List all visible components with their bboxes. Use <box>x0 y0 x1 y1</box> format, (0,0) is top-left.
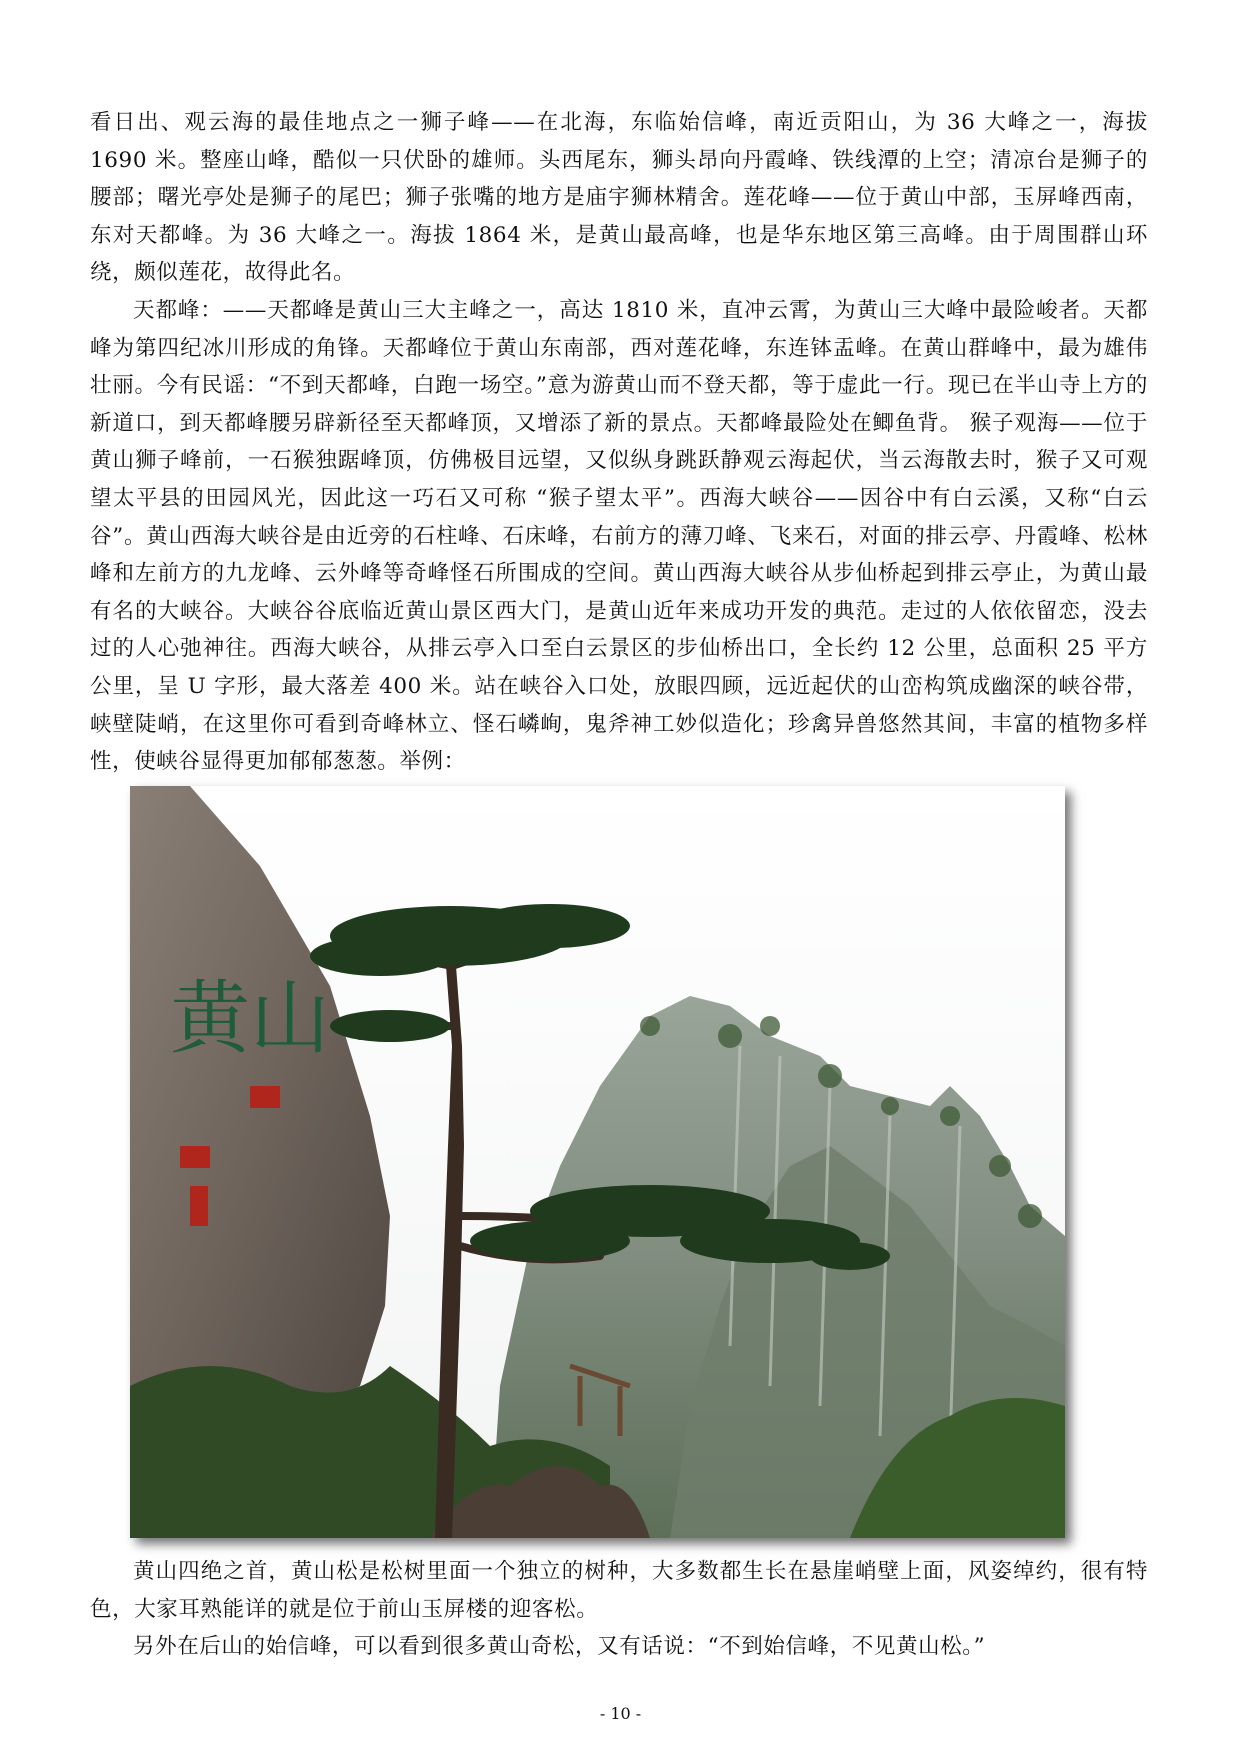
body-text <box>90 104 1148 818</box>
rock-inscription: 黄山 <box>170 972 330 1065</box>
paragraph-huangshan-pine: 黄山四绝之首，黄山松是松树里面一个独立的树种，大多数都生长在悬崖峭壁上面，风姿绰约，很有特色，大家耳熟能详的就是位于前山玉屏楼的迎客松。 <box>90 1559 1148 1622</box>
paragraph-lion-peak: 看日出、观云海的最佳地点之一狮子峰——在北海，东临始信峰，南近贡阳山，为 36 大峰之一，海拔 1690 米。整座山峰，酷似一只伏卧的雄师。头西尾东，狮头昂向丹霞峰、铁线潭的上空；清凉台是狮子的腰部；曙光亭处是狮子的尾巴；狮子张嘴的地方是庙宇狮林精舍。莲花峰——位于黄山中部，玉屏峰西南，东对天都峰。为 36 大峰之一。海拔 1864 米，是黄山最高峰，也是华东地区第三高峰。由于周围群山环绕，颇似莲花，故得此名。 <box>90 110 1148 286</box>
paragraph-shixin-peak: 另外在后山的始信峰，可以看到很多黄山奇松，又有话说：“不到始信峰，不见黄山松。” <box>133 1634 986 1660</box>
page-number: - 10 - <box>599 1704 642 1723</box>
body-text-after-photo <box>90 1553 1148 1666</box>
pine-tree-photo <box>130 786 1065 1538</box>
paragraph-tiandu-peak: 天都峰：——天都峰是黄山三大主峰之一，高达 1810 米，直冲云霄，为黄山三大峰中最险峻者。天都峰为第四纪冰川形成的角锋。天都峰位于黄山东南部，西对莲花峰，东连钵盂峰。在黄山群峰中，最为雄伟壮丽。今有民谣：“不到天都峰，白跑一场空。”意为游黄山而不登天都，等于虚此一行。现已在半山寺上方的新道口，到天都峰腰另辟新径至天都峰顶，又增添了新的景点。天都峰最险处在鲫鱼背。 猴子观海——位于黄山狮子峰前，一石猴独踞峰顶，仿佛极目远望，又似纵身跳跃静观云海起伏，当云海散去时，猴子又可观望太平县的田园风光，因此这一巧石又可称 “猴子望太平”。西海大峡谷——因谷中有白云溪，又称“白云谷”。黄山西海大峡谷是由近旁的石柱峰、石床峰，右前方的薄刀峰、飞来石，对面的排云亭、丹霞峰、松林峰和左前方的九龙峰、云外峰等奇峰怪石所围成的空间。黄山西海大峡谷从步仙桥起到排云亭止，为黄山最有名的大峡谷。大峡谷谷底临近黄山景区西大门，是黄山近年来成功开发的典范。走过的人依依留恋，没去过的人心弛神往。西海大峡谷，从排云亭入口至白云景区的步仙桥出口，全长约 12 公里，总面积 25 平方公里，呈 U 字形，最大落差 400 米。站在峡谷入口处，放眼四顾，远近起伏的山峦构筑成幽深的峡谷带，峡壁陡峭，在这里你可看到奇峰林立、怪石嶙峋，鬼斧神工妙似造化；珍禽异兽悠然其间，丰富的植物多样性，使峡谷显得更加郁郁葱葱。举例： <box>90 297 1148 775</box>
pine-tree-cliff-photo-icon <box>130 786 1065 1538</box>
